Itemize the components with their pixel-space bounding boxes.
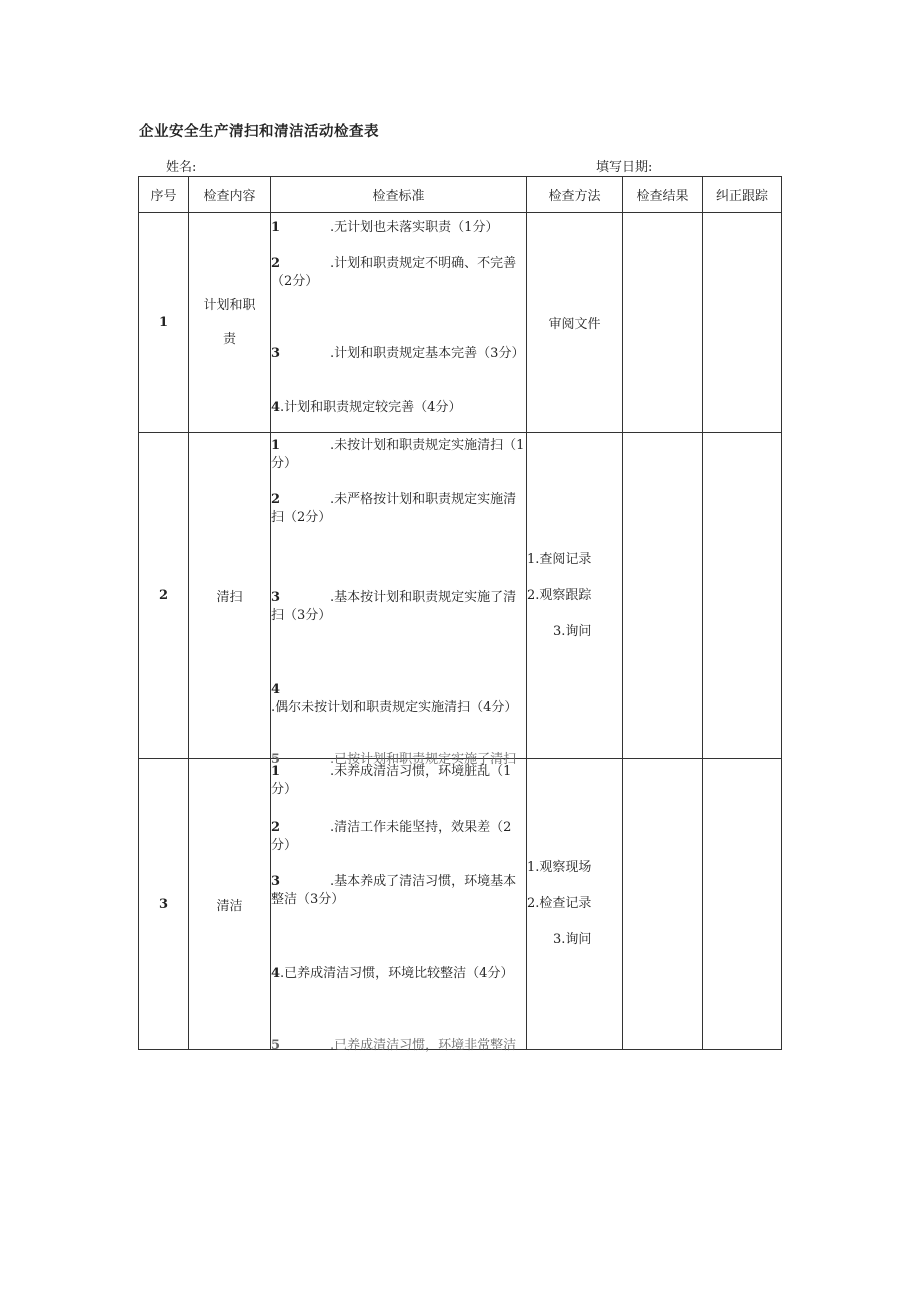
- row-result[interactable]: [623, 759, 703, 1050]
- header-result: 检查结果: [623, 177, 703, 213]
- standard-item: 2 .清洁工作未能坚持，效果差（2分）: [271, 820, 512, 853]
- standard-item: 1 .未养成清洁习惯，环境脏乱（1分）: [271, 764, 512, 797]
- row-result[interactable]: [623, 433, 703, 759]
- row-result[interactable]: [623, 213, 703, 433]
- row-content: 清洁: [189, 759, 271, 1050]
- table-row: [139, 433, 782, 759]
- standard-item: 4.计划和职责规定较完善（4分）: [271, 400, 462, 415]
- standard-item: 5 .已养成清洁习惯，环境非常整洁: [271, 1038, 517, 1053]
- header-content: 检查内容: [189, 177, 271, 213]
- date-label: 填写日期:: [596, 160, 653, 175]
- standard-item: 1 .无计划也未落实职责（1分）: [271, 220, 499, 235]
- row-number: 1: [139, 213, 189, 433]
- header-no: 序号: [139, 177, 189, 213]
- standard-item: 2 .未严格按计划和职责规定实施清扫（2分）: [271, 492, 517, 525]
- standard-item: 1 .未按计划和职责规定实施清扫（1分）: [271, 438, 525, 471]
- row-followup[interactable]: [703, 759, 782, 1050]
- row-method: 1.观察现场 2.检查记录 3.询问: [527, 759, 623, 1050]
- inspection-table: [138, 176, 782, 1053]
- row-content: 计划和职 责: [189, 213, 271, 433]
- row-followup[interactable]: [703, 213, 782, 433]
- row-standard: [271, 759, 527, 1053]
- standard-item: 3 .基本按计划和职责规定实施了清扫（3分）: [271, 590, 517, 623]
- header-standard: 检查标准: [271, 177, 527, 213]
- standard-item: 3 .基本养成了清洁习惯，环境基本整洁（3分）: [271, 874, 517, 907]
- standard-item: 2 .计划和职责规定不明确、不完善（2分）: [271, 256, 517, 289]
- standard-item: 5 .已按计划和职责规定实施了清扫: [271, 752, 517, 767]
- header-followup: 纠正跟踪: [703, 177, 782, 213]
- row-number: 2: [139, 433, 189, 759]
- row-content: 清扫: [189, 433, 271, 759]
- row-followup[interactable]: [703, 433, 782, 759]
- row-standard: [271, 213, 527, 433]
- name-label: 姓名:: [166, 160, 197, 175]
- standard-item: 3 .计划和职责规定基本完善（3分）: [271, 346, 525, 361]
- page-title: 企业安全生产清扫和清洁活动检查表: [139, 124, 379, 140]
- table-header-row: [139, 177, 782, 213]
- standard-item: 4.偶尔未按计划和职责规定实施清扫（4分）: [271, 682, 518, 715]
- header-method: 检查方法: [527, 177, 623, 213]
- standard-item: 4.已养成清洁习惯，环境比较整洁（4分）: [271, 966, 514, 981]
- table-row: [139, 759, 782, 1050]
- row-number: 3: [139, 759, 189, 1050]
- table-row: [139, 213, 782, 433]
- row-method: 审阅文件: [527, 213, 623, 433]
- row-method: 1.查阅记录 2.观察跟踪 3.询问: [527, 433, 623, 759]
- row-standard: [271, 433, 527, 767]
